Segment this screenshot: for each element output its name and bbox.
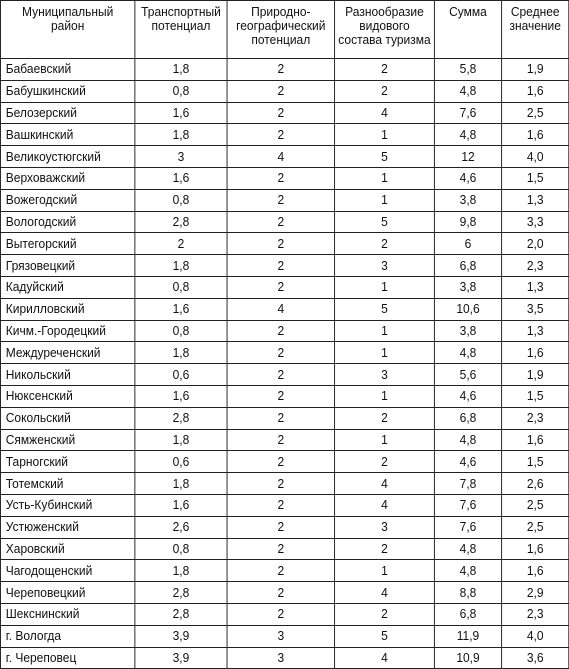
natural-cell: 2 — [227, 407, 335, 429]
diversity-cell: 2 — [335, 603, 435, 625]
average-cell: 2,5 — [502, 494, 569, 516]
district-cell: Усть-Кубинский — [0, 494, 134, 516]
natural-cell: 2 — [227, 538, 335, 560]
header-row — [0, 1, 568, 59]
header-district: Муниципальный район — [0, 1, 134, 59]
sum-cell: 10,6 — [434, 298, 501, 320]
natural-cell: 2 — [227, 276, 335, 298]
table-row — [0, 560, 568, 582]
diversity-cell: 3 — [335, 255, 435, 277]
header-natural-geographic-potential: Природно-географический потенциал — [227, 1, 335, 59]
transport-cell: 1,6 — [135, 298, 227, 320]
table-row — [0, 167, 568, 189]
diversity-cell: 1 — [335, 124, 435, 146]
natural-cell: 2 — [227, 385, 335, 407]
table-row — [0, 582, 568, 604]
average-cell: 1,6 — [502, 429, 569, 451]
district-cell: г. Череповец — [0, 647, 134, 669]
average-cell: 3,3 — [502, 211, 569, 233]
natural-cell: 2 — [227, 80, 335, 102]
transport-cell: 2,6 — [135, 516, 227, 538]
table-row — [0, 451, 568, 473]
sum-cell: 10,9 — [434, 647, 501, 669]
transport-cell: 1,8 — [135, 255, 227, 277]
sum-cell: 3,8 — [434, 276, 501, 298]
average-cell: 1,5 — [502, 451, 569, 473]
transport-cell: 0,6 — [135, 451, 227, 473]
average-cell: 1,6 — [502, 80, 569, 102]
transport-cell: 2,8 — [135, 603, 227, 625]
average-cell: 2,6 — [502, 473, 569, 495]
transport-cell: 0,8 — [135, 189, 227, 211]
transport-cell: 3,9 — [135, 625, 227, 647]
table-row — [0, 603, 568, 625]
diversity-cell: 2 — [335, 538, 435, 560]
sum-cell: 4,8 — [434, 560, 501, 582]
natural-cell: 2 — [227, 451, 335, 473]
transport-cell: 2 — [135, 233, 227, 255]
transport-cell: 0,8 — [135, 320, 227, 342]
district-cell: Бабаевский — [0, 59, 134, 81]
sum-cell: 8,8 — [434, 582, 501, 604]
diversity-cell: 2 — [335, 80, 435, 102]
district-cell: Вашкинский — [0, 124, 134, 146]
district-cell: Нюксенский — [0, 385, 134, 407]
table-row — [0, 538, 568, 560]
average-cell: 2,3 — [502, 603, 569, 625]
diversity-cell: 4 — [335, 582, 435, 604]
natural-cell: 2 — [227, 59, 335, 81]
table-row — [0, 211, 568, 233]
table-row — [0, 298, 568, 320]
sum-cell: 3,8 — [434, 320, 501, 342]
natural-cell: 2 — [227, 429, 335, 451]
natural-cell: 3 — [227, 647, 335, 669]
sum-cell: 5,8 — [434, 59, 501, 81]
transport-cell: 0,6 — [135, 364, 227, 386]
diversity-cell: 1 — [335, 560, 435, 582]
transport-cell: 2,8 — [135, 407, 227, 429]
district-cell: Тотемский — [0, 473, 134, 495]
average-cell: 4,0 — [502, 625, 569, 647]
district-cell: Белозерский — [0, 102, 134, 124]
table-row — [0, 255, 568, 277]
transport-cell: 1,8 — [135, 560, 227, 582]
table-row — [0, 429, 568, 451]
district-cell: Вытегорский — [0, 233, 134, 255]
natural-cell: 2 — [227, 255, 335, 277]
sum-cell: 4,6 — [434, 451, 501, 473]
transport-cell: 1,8 — [135, 342, 227, 364]
natural-cell: 2 — [227, 582, 335, 604]
sum-cell: 9,8 — [434, 211, 501, 233]
average-cell: 1,6 — [502, 342, 569, 364]
natural-cell: 2 — [227, 494, 335, 516]
sum-cell: 6,8 — [434, 255, 501, 277]
natural-cell: 4 — [227, 298, 335, 320]
average-cell: 1,5 — [502, 385, 569, 407]
diversity-cell: 4 — [335, 647, 435, 669]
table-row — [0, 342, 568, 364]
diversity-cell: 3 — [335, 364, 435, 386]
table-row — [0, 516, 568, 538]
transport-cell: 1,6 — [135, 102, 227, 124]
transport-cell: 1,8 — [135, 429, 227, 451]
natural-cell: 2 — [227, 102, 335, 124]
sum-cell: 6,8 — [434, 407, 501, 429]
sum-cell: 6,8 — [434, 603, 501, 625]
table-row — [0, 80, 568, 102]
header-tourism-diversity: Разнообразие видового состава туризма — [335, 1, 435, 59]
table-row — [0, 102, 568, 124]
header-average: Среднее значение — [502, 1, 569, 59]
table-row — [0, 385, 568, 407]
average-cell: 2,0 — [502, 233, 569, 255]
natural-cell: 3 — [227, 625, 335, 647]
sum-cell: 5,6 — [434, 364, 501, 386]
transport-cell: 3,9 — [135, 647, 227, 669]
table-row — [0, 59, 568, 81]
natural-cell: 4 — [227, 146, 335, 168]
average-cell: 2,9 — [502, 582, 569, 604]
sum-cell: 4,6 — [434, 385, 501, 407]
diversity-cell: 1 — [335, 342, 435, 364]
average-cell: 1,5 — [502, 167, 569, 189]
header-sum: Сумма — [434, 1, 501, 59]
diversity-cell: 3 — [335, 516, 435, 538]
natural-cell: 2 — [227, 124, 335, 146]
table-row — [0, 625, 568, 647]
district-cell: г. Вологда — [0, 625, 134, 647]
natural-cell: 2 — [227, 560, 335, 582]
transport-cell: 3 — [135, 146, 227, 168]
diversity-cell: 1 — [335, 320, 435, 342]
table-row — [0, 364, 568, 386]
natural-cell: 2 — [227, 473, 335, 495]
district-cell: Никольский — [0, 364, 134, 386]
diversity-cell: 1 — [335, 189, 435, 211]
district-cell: Шекснинский — [0, 603, 134, 625]
transport-cell: 1,8 — [135, 59, 227, 81]
transport-cell: 0,8 — [135, 276, 227, 298]
average-cell: 3,5 — [502, 298, 569, 320]
diversity-cell: 1 — [335, 385, 435, 407]
natural-cell: 2 — [227, 189, 335, 211]
transport-cell: 0,8 — [135, 538, 227, 560]
natural-cell: 2 — [227, 516, 335, 538]
transport-cell: 0,8 — [135, 80, 227, 102]
sum-cell: 7,6 — [434, 494, 501, 516]
average-cell: 1,9 — [502, 59, 569, 81]
diversity-cell: 2 — [335, 407, 435, 429]
diversity-cell: 2 — [335, 451, 435, 473]
average-cell: 2,3 — [502, 407, 569, 429]
average-cell: 1,3 — [502, 276, 569, 298]
average-cell: 1,6 — [502, 124, 569, 146]
sum-cell: 7,8 — [434, 473, 501, 495]
table-row — [0, 473, 568, 495]
district-cell: Харовский — [0, 538, 134, 560]
natural-cell: 2 — [227, 233, 335, 255]
average-cell: 1,6 — [502, 538, 569, 560]
table-row — [0, 407, 568, 429]
sum-cell: 4,6 — [434, 167, 501, 189]
sum-cell: 4,8 — [434, 80, 501, 102]
diversity-cell: 1 — [335, 429, 435, 451]
table-header — [0, 1, 568, 59]
district-cell: Вологодский — [0, 211, 134, 233]
sum-cell: 7,6 — [434, 516, 501, 538]
district-cell: Вожегодский — [0, 189, 134, 211]
district-cell: Междуреченский — [0, 342, 134, 364]
diversity-cell: 1 — [335, 167, 435, 189]
table-row — [0, 276, 568, 298]
sum-cell: 11,9 — [434, 625, 501, 647]
transport-cell: 1,6 — [135, 385, 227, 407]
diversity-cell: 2 — [335, 233, 435, 255]
table-row — [0, 647, 568, 669]
average-cell: 4,0 — [502, 146, 569, 168]
district-cell: Бабушкинский — [0, 80, 134, 102]
transport-cell: 1,6 — [135, 167, 227, 189]
average-cell: 1,9 — [502, 364, 569, 386]
district-cell: Сокольский — [0, 407, 134, 429]
sum-cell: 3,8 — [434, 189, 501, 211]
average-cell: 1,3 — [502, 320, 569, 342]
transport-cell: 1,8 — [135, 473, 227, 495]
district-cell: Кирилловский — [0, 298, 134, 320]
average-cell: 1,3 — [502, 189, 569, 211]
header-transport-potential: Транспортный потенциал — [135, 1, 227, 59]
table-row — [0, 320, 568, 342]
sum-cell: 4,8 — [434, 429, 501, 451]
natural-cell: 2 — [227, 364, 335, 386]
average-cell: 1,6 — [502, 560, 569, 582]
diversity-cell: 4 — [335, 473, 435, 495]
table-row — [0, 146, 568, 168]
sum-cell: 7,6 — [434, 102, 501, 124]
average-cell: 2,3 — [502, 255, 569, 277]
transport-cell: 1,8 — [135, 124, 227, 146]
diversity-cell: 4 — [335, 102, 435, 124]
district-cell: Тарногский — [0, 451, 134, 473]
transport-cell: 2,8 — [135, 582, 227, 604]
natural-cell: 2 — [227, 342, 335, 364]
district-cell: Чагодощенский — [0, 560, 134, 582]
average-cell: 2,5 — [502, 102, 569, 124]
diversity-cell: 5 — [335, 146, 435, 168]
table-row — [0, 189, 568, 211]
diversity-cell: 5 — [335, 298, 435, 320]
natural-cell: 2 — [227, 603, 335, 625]
diversity-cell: 4 — [335, 494, 435, 516]
table-row — [0, 124, 568, 146]
table-row — [0, 233, 568, 255]
district-cell: Устюженский — [0, 516, 134, 538]
natural-cell: 2 — [227, 211, 335, 233]
transport-cell: 2,8 — [135, 211, 227, 233]
district-cell: Грязовецкий — [0, 255, 134, 277]
natural-cell: 2 — [227, 167, 335, 189]
sum-cell: 12 — [434, 146, 501, 168]
district-cell: Великоустюгский — [0, 146, 134, 168]
average-cell: 2,5 — [502, 516, 569, 538]
sum-cell: 4,8 — [434, 538, 501, 560]
diversity-cell: 1 — [335, 276, 435, 298]
district-cell: Верховажский — [0, 167, 134, 189]
table-row — [0, 494, 568, 516]
sum-cell: 6 — [434, 233, 501, 255]
natural-cell: 2 — [227, 320, 335, 342]
diversity-cell: 5 — [335, 211, 435, 233]
district-cell: Череповецкий — [0, 582, 134, 604]
sum-cell: 4,8 — [434, 124, 501, 146]
sum-cell: 4,8 — [434, 342, 501, 364]
transport-cell: 1,6 — [135, 494, 227, 516]
table-body — [0, 59, 568, 669]
district-cell: Сямженский — [0, 429, 134, 451]
district-cell: Кадуйский — [0, 276, 134, 298]
diversity-cell: 2 — [335, 59, 435, 81]
average-cell: 3,6 — [502, 647, 569, 669]
district-cell: Кичм.-Городецкий — [0, 320, 134, 342]
diversity-cell: 5 — [335, 625, 435, 647]
